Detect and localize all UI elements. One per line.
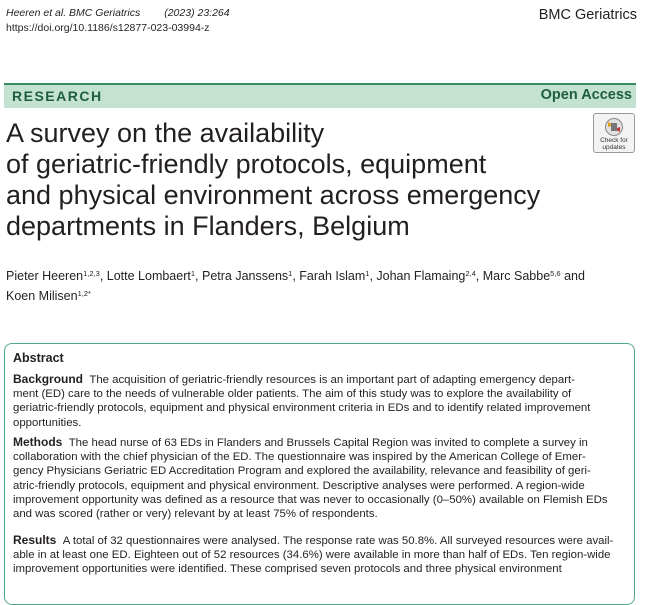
abstract-text: A total of 32 questionnaires were analysed. The response rate was 50.8%. All surveyed resources were avail- [62, 535, 614, 547]
title-line: of geriatric-friendly protocols, equipment [6, 149, 487, 179]
author-name[interactable]: Koen Milisen [6, 289, 78, 303]
author-affiliation: 1 [288, 269, 293, 278]
author-name[interactable]: Petra Janssens [201, 269, 289, 283]
article-type-label: RESEARCH [12, 88, 103, 104]
abstract-line: improvement opportunities were identified. These comprised seven protocols and three physical environment [13, 563, 562, 576]
citation-header [6, 6, 230, 36]
abstract-box [4, 343, 635, 605]
abstract-text: The acquisition of geriatric-friendly resources is an important part of adapting emergency depart- [89, 374, 575, 386]
author-name[interactable]: Johan Flamaing [376, 269, 466, 283]
abstract-line: opportunities. [13, 416, 82, 429]
citation-year-volume: (2023) 23:264 [164, 7, 230, 19]
abstract-line: able in at least one ED. Eighteen out of 52 resources (34.6%) were available in more than half of EDs. Ten region-wide [13, 549, 611, 562]
abstract-line: atric-friendly protocols, equipment and physical environment. Descriptive analyses were performed. A region-wide [13, 479, 585, 492]
article-type-banner [4, 83, 636, 108]
author-affiliation: 1 [190, 269, 196, 278]
author-affiliation: 2,4 [465, 269, 476, 278]
results-heading: Results [13, 533, 57, 547]
title-line: departments in Flanders, Belgium [6, 211, 410, 241]
abstract-line [13, 435, 623, 450]
author-name[interactable]: Pieter Heeren [6, 269, 84, 283]
background-heading: Background [13, 372, 84, 386]
author-name[interactable]: Lotte Lombaert [106, 269, 191, 283]
author-conjunction: and [564, 269, 585, 283]
abstract-line [13, 533, 623, 548]
citation-line [6, 6, 230, 21]
author-affiliation: 1 [365, 269, 370, 278]
check-updates-icon [604, 117, 624, 137]
author-name[interactable]: Marc Sabbe [482, 269, 551, 283]
abstract-line: improvement opportunity was defined as a resource that was never to occasionally (0–50%) available on Flemish EDs [13, 493, 608, 506]
methods-heading: Methods [13, 435, 63, 449]
check-updates-text-1: Check for [600, 137, 628, 144]
abstract-line: and was scored (rather or very) relevant by at least 75% of respondents. [13, 508, 378, 521]
author-affiliation: 5,6 [550, 269, 561, 278]
title-line: A survey on the availability [6, 118, 325, 148]
doi-link[interactable]: https://doi.org/10.1186/s12877-023-03994-z [6, 22, 210, 34]
article-title [6, 118, 596, 242]
check-for-updates-button[interactable] [593, 113, 635, 153]
title-line: and physical environment across emergency [6, 180, 541, 210]
abstract-methods [13, 435, 623, 521]
abstract-line: gency Physicians Geriatric ED Accreditation Program and explored the availability, relevance and feasibility of geri- [13, 465, 591, 478]
author-affiliation: 1,2,3 [83, 269, 100, 278]
abstract-line: ment (ED) care to the needs of vulnerable older patients. The aim of this study was to explore the availability of [13, 388, 572, 401]
abstract-text: The head nurse of 63 EDs in Flanders and Brussels Capital Region was invited to complete a survey in [68, 437, 588, 449]
author-list: Pieter Heeren$^{1,2,3}$, Lotte Lombaert$^1$, Petra Janssens$^1$, Farah Islam$^1$, Johan Flamaing$^{2,4}$, Marc Sabbe$^{5,6}$ and Koen Milisen$^{1,2*}$ [6, 269, 585, 303]
abstract-background [13, 372, 623, 430]
author-name[interactable]: Farah Islam [299, 269, 366, 283]
abstract-line: geriatric-friendly protocols, equipment and physical environment criteria in EDs and to identify related improvement [13, 402, 591, 415]
open-access-label: Open Access [540, 87, 632, 103]
abstract-heading: Abstract [13, 351, 64, 365]
citation-authors: Heeren et al. BMC Geriatrics [6, 7, 141, 19]
abstract-line: collaboration with the chief physician of the ED. The questionnaire was inspired by the American College of Emer- [13, 451, 586, 464]
check-updates-text-2: updates [602, 144, 626, 151]
author-affiliation: 1,2* [77, 289, 91, 298]
journal-name[interactable]: BMC Geriatrics [538, 7, 637, 23]
abstract-line [13, 372, 623, 387]
abstract-results [13, 533, 623, 577]
